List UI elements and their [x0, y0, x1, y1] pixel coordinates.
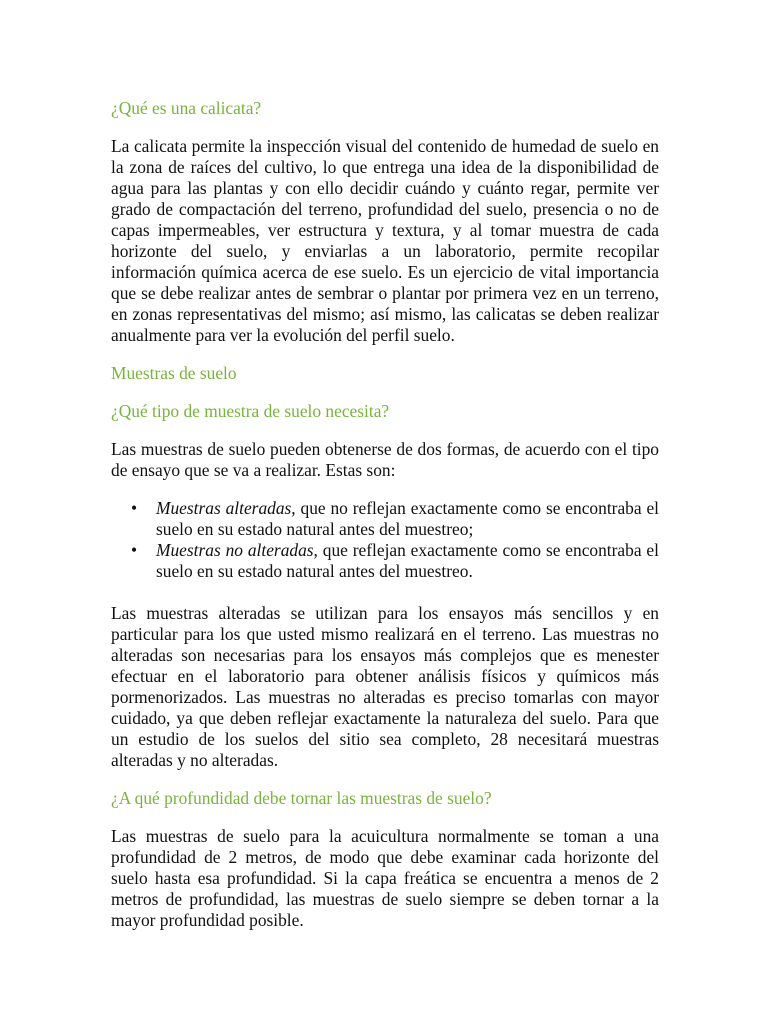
paragraph-calicata: La calicata permite la inspección visual del contenido de humedad de suelo en la zona de raíces del cultivo, lo que entrega una idea de la disponibilidad de agua para las plantas y con ello decidir cuándo y cuánto regar, permite ver grado de compactación del terreno, profundidad del suelo, presencia o no de capas impermeables, ver estructura y textura, y al tomar muestra de cada horizonte del suelo, y enviarlas a un laboratorio, permite recopilar información química acerca de ese suelo. Es un ejercicio de vital importancia que se debe realizar antes de sembrar o plantar por primera vez en un terreno, en zonas representativas del mismo; así mismo, las calicatas se deben realizar anualmente para ver la evolución del perfil suelo. [111, 136, 659, 345]
list-item [131, 540, 659, 582]
bullet-term: Muestras alteradas [156, 498, 292, 518]
heading-profundidad: ¿A qué profundidad debe tornar las muestras de suelo? [111, 788, 492, 808]
bullet-icon: • [131, 540, 138, 560]
bullet-term: Muestras no alteradas [156, 540, 314, 560]
heading-tipo-de-muestra: ¿Qué tipo de muestra de suelo necesita? [111, 401, 390, 421]
document-page [111, 98, 659, 931]
bullet-text: , que no reflejan exactamente como se encontraba el suelo en su estado natural antes del muestreo; [156, 498, 659, 539]
paragraph-intro-muestras: Las muestras de suelo pueden obtenerse de dos formas, de acuerdo con el tipo de ensayo que se va a realizar. Estas son: [111, 439, 659, 480]
bullet-icon: • [131, 498, 138, 518]
paragraph-muestras-alteradas: Las muestras alteradas se utilizan para los ensayos más sencillos y en particular para los que usted mismo realizará en el terreno. Las muestras no alteradas son necesarias para los ensayos más complejos que es menester efectuar en el laboratorio para obtener análisis físicos y químicos más pormenorizados. Las muestras no alteradas es preciso tomarlas con mayor cuidado, ya que deben reflejar exactamente la naturaleza del suelo. Para que un estudio de los suelos del sitio sea completo, 28 necesitará muestras alteradas y no alteradas. [111, 603, 659, 770]
bullet-list [111, 498, 659, 582]
heading-muestras-de-suelo: Muestras de suelo [111, 363, 237, 383]
heading-que-es-calicata: ¿Qué es una calicata? [111, 98, 262, 118]
bullet-text: , que reflejan exactamente como se encontraba el suelo en su estado natural antes del muestreo. [156, 540, 659, 581]
paragraph-profundidad: Las muestras de suelo para la acuicultura normalmente se toman a una profundidad de 2 metros, de modo que debe examinar cada horizonte del suelo hasta esa profundidad. Si la capa freática se encuentra a menos de 2 metros de profundidad, las muestras de suelo siempre se deben tornar a la mayor profundidad posible. [111, 826, 659, 930]
list-item [131, 498, 659, 540]
